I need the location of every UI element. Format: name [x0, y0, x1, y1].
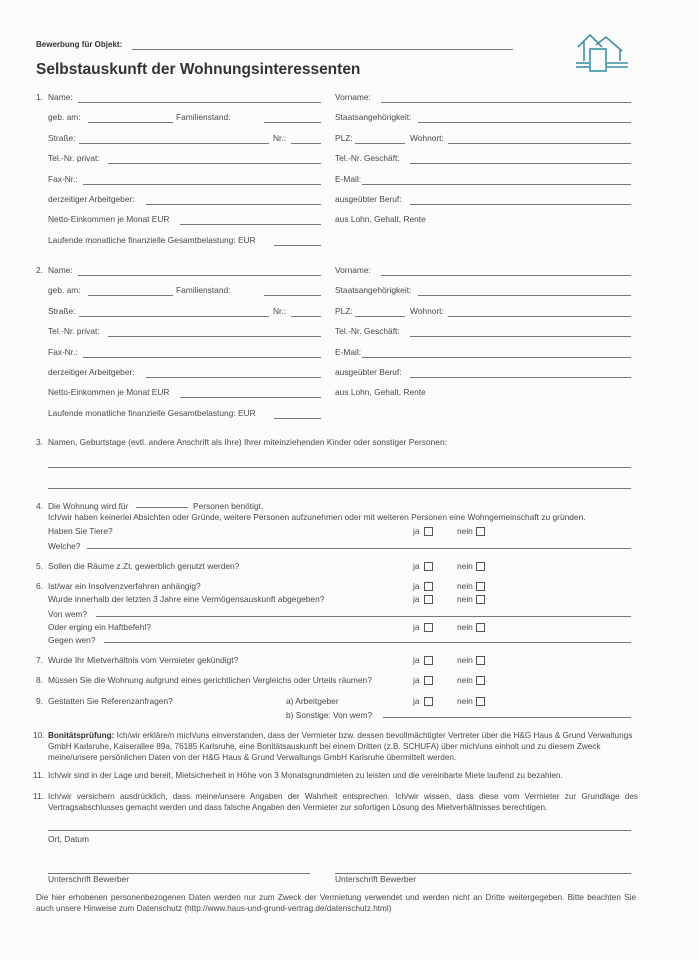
applicant-2-phone-business-label: Tel.-Nr. Geschäft: [335, 326, 400, 336]
q4-which-input[interactable] [87, 548, 631, 549]
q10-bold-label: Bonitätsprüfung: [48, 731, 115, 740]
q6-warrant-nein-label: nein [457, 622, 473, 632]
applicant-2-zip-label: PLZ: [335, 306, 353, 316]
q4-text-a: Die Wohnung wird für [48, 501, 129, 511]
q4-text-b: Personen benötigt. [193, 501, 264, 511]
applicant-2-profession-label: ausgeübter Beruf: [335, 367, 402, 377]
applicant-1-vorname-label: Vorname: [335, 92, 371, 102]
applicant-2-burden-input[interactable] [274, 418, 321, 419]
applicant-2-net-income-label: Netto-Einkommen je Monat EUR [48, 387, 170, 397]
applicant-2-name-label: Name: [48, 265, 73, 275]
applicant-2-net-income-note: aus Lohn, Gehalt, Rente [335, 387, 426, 397]
q3-number: 3. [36, 437, 43, 447]
applicant-2-birthdate-input[interactable] [88, 295, 173, 296]
applicant-2-marital-input[interactable] [264, 295, 321, 296]
applicant-1-street-label: Straße: [48, 133, 76, 143]
q5-nein-label: nein [457, 561, 473, 571]
q6-asset-label: Wurde innerhalb der letzten 3 Jahre eine Vermögensauskunft abgegeben? [48, 594, 325, 604]
signature-2-label: Unterschrift Bewerber [335, 874, 416, 884]
applicant-1-vorname-input[interactable] [381, 102, 631, 103]
applicant-1-zip-input[interactable] [355, 143, 405, 144]
applicant-2-nationality-input[interactable] [418, 295, 631, 296]
q4-pets-nein-checkbox[interactable] [476, 527, 485, 536]
applicant-1-burden-input[interactable] [274, 245, 321, 246]
q5-text: Sollen die Räume z.Zt. gewerblich genutzt werden? [48, 561, 240, 571]
q9-employer-ja-checkbox[interactable] [424, 697, 433, 706]
applicant-1-birthdate-label: geb. am: [48, 112, 81, 122]
place-date-label: Ort, Datum [48, 834, 89, 844]
q5-ja-label: ja [413, 561, 420, 571]
q9-other-label: b) Sonstige: Von wem? [286, 710, 373, 720]
q6-insolvency-ja-label: ja [413, 581, 420, 591]
q3-line-2[interactable] [48, 488, 631, 489]
house-logo-icon [574, 31, 630, 80]
applicant-2-email-label: E-Mail: [335, 347, 362, 357]
applicant-2-house-number-label: Nr.: [273, 306, 287, 316]
applicant-1-house-number-label: Nr.: [273, 133, 287, 143]
q3-line-1[interactable] [48, 467, 631, 468]
applicant-1-phone-private-input[interactable] [108, 163, 321, 164]
q6-warrant-ja-checkbox[interactable] [424, 623, 433, 632]
applicant-1-birthdate-input[interactable] [88, 122, 173, 123]
applicant-1-name-label: Name: [48, 92, 73, 102]
q8-nein-checkbox[interactable] [476, 676, 485, 685]
applicant-2-city-label: Wohnort: [410, 306, 444, 316]
applicant-1-zip-label: PLZ: [335, 133, 353, 143]
q6-asset-nein-label: nein [457, 594, 473, 604]
q4-pets-ja-checkbox[interactable] [424, 527, 433, 536]
q9-employer-nein-checkbox[interactable] [476, 697, 485, 706]
applicant-2-number: 2. [36, 265, 43, 275]
applicant-1-nationality-label: Staatsangehörigkeit: [335, 112, 412, 122]
applicant-2-vorname-label: Vorname: [335, 265, 371, 275]
applicant-2-burden-label: Laufende monatliche finanzielle Gesamtbelastung: EUR [48, 408, 256, 418]
applicant-1-number: 1. [36, 92, 43, 102]
q4-pets-nein-label: nein [457, 526, 473, 536]
applicant-1-city-label: Wohnort: [410, 133, 444, 143]
q10-text: Bonitätsprüfung: Ich/wir erkläre/n mich/uns einverstanden, dass der Vermieter bzw. dessen bevollmächtigter Vertreter über die H&G Haus & Grund Verwaltungs GmbH Karlsruhe, Kaiserallee 89a, 76185 Karlsruhe, eine Bonitätsauskunft bei einem Dritten (z.B. SCHUFA) über mich/uns einholt und zu diesem Zweck meine/unsere persönlichen Daten von der H&G Haus & Grund Verwaltungs GmbH Karlsruhe übermittelt werden. [48, 731, 633, 762]
q5-ja-checkbox[interactable] [424, 562, 433, 571]
applicant-1-phone-business-label: Tel.-Nr. Geschäft: [335, 153, 400, 163]
q11b-number: 11. [33, 791, 45, 801]
applicant-2-profession-input[interactable] [410, 377, 631, 378]
applicant-1-profession-input[interactable] [410, 204, 631, 205]
q10-number: 10. [33, 730, 45, 740]
applicant-2-city-input[interactable] [448, 316, 631, 317]
q5-nein-checkbox[interactable] [476, 562, 485, 571]
applicant-2-vorname-input[interactable] [381, 275, 631, 276]
applicant-1-house-number-input[interactable] [291, 143, 321, 144]
q4-persons-input[interactable] [136, 507, 188, 508]
q6-warrant-label: Oder erging ein Haftbefehl? [48, 622, 151, 632]
applicant-2-nationality-label: Staatsangehörigkeit: [335, 285, 412, 295]
applicant-1-phone-private-label: Tel.-Nr. privat: [48, 153, 100, 163]
applicant-2-email-input[interactable] [362, 357, 631, 358]
q4-statement: Ich/wir haben keinerlei Absichten oder Gründe, weitere Personen aufzunehmen oder mit weiteren Personen eine Wohngemeinschaft zu gründen. [48, 512, 586, 522]
applicant-2-net-income-input[interactable] [180, 397, 321, 398]
applicant-1-street-input[interactable] [79, 143, 269, 144]
applicant-2-fax-input[interactable] [83, 357, 321, 358]
q9-text: Gestatten Sie Referenzanfragen? [48, 696, 173, 706]
q6-warrant-ja-label: ja [413, 622, 420, 632]
privacy-footer: Die hier erhobenen personenbezogenen Daten werden nur zum Zweck der Vermietung verwendet und werden nicht an Dritte weitergegeben. Bitte beachten Sie auch unsere Hinweise zum Datenschutz (http://www.haus-und-grund-vertrag.de/datenschutz.html) [36, 893, 636, 913]
applicant-1-city-input[interactable] [448, 143, 631, 144]
applicant-1-profession-label: ausgeübter Beruf: [335, 194, 402, 204]
q6-against-whom-input[interactable] [104, 642, 631, 643]
applicant-1-fax-input[interactable] [83, 184, 321, 185]
applicant-1-phone-business-input[interactable] [410, 163, 631, 164]
q11b-text: Ich/wir versichern ausdrücklich, dass meine/unsere Angaben der Wahrheit entsprechen. Ich/wir wissen, dass diese vom Vermieter zur Grundlage des Vertragsabschlusses gemacht werden und dass falsche Angaben den Vermieter zur sofortigen Lösung des Mietverhältnisses berechtigen. [48, 792, 638, 812]
applicant-1-employer-input[interactable] [146, 204, 321, 205]
q6-insolvency-nein-label: nein [457, 581, 473, 591]
applicant-1-nationality-input[interactable] [418, 122, 631, 123]
applicant-2-phone-private-label: Tel.-Nr. privat: [48, 326, 100, 336]
applicant-1-net-income-note: aus Lohn, Gehalt, Rente [335, 214, 426, 224]
q3-text: Namen, Geburtstage (evtl. andere Anschrift als Ihre) Ihrer miteinziehenden Kinder oder sonstiger Personen: [48, 437, 447, 447]
q6-insolvency-nein-checkbox[interactable] [476, 582, 485, 591]
applicant-2-street-label: Straße: [48, 306, 76, 316]
q8-number: 8. [36, 675, 43, 685]
q6-from-whom-input[interactable] [96, 616, 631, 617]
q9-number: 9. [36, 696, 43, 706]
applicant-1-net-income-input[interactable] [180, 224, 321, 225]
q4-which-label: Welche? [48, 541, 81, 551]
q5-number: 5. [36, 561, 43, 571]
applicant-2-employer-label: derzeitiger Arbeitgeber: [48, 367, 135, 377]
signature-1-label: Unterschrift Bewerber [48, 874, 129, 884]
q6-text: Ist/war ein Insolvenzverfahren anhängig? [48, 581, 201, 591]
q6-number: 6. [36, 581, 43, 591]
q7-number: 7. [36, 655, 43, 665]
q11a-text: Ich/wir sind in der Lage und bereit, Mietsicherheit in Höhe von 3 Monatsgrundmieten zu leisten und die vereinbarte Miete laufend zu bezahlen. [48, 771, 563, 780]
place-date-input[interactable] [48, 830, 631, 831]
q6-asset-ja-checkbox[interactable] [424, 595, 433, 604]
q6-asset-ja-label: ja [413, 594, 420, 604]
q7-nein-checkbox[interactable] [476, 656, 485, 665]
q4-pets-label: Haben Sie Tiere? [48, 526, 113, 536]
q7-text: Wurde Ihr Mietverhältnis vom Vermieter gekündigt? [48, 655, 239, 665]
q9-employer-label: a) Arbeitgeber [286, 696, 339, 706]
q6-warrant-nein-checkbox[interactable] [476, 623, 485, 632]
q6-insolvency-ja-checkbox[interactable] [424, 582, 433, 591]
q6-from-whom-label: Von wem? [48, 609, 88, 619]
applicant-2-marital-label: Familienstand: [176, 285, 231, 295]
applicant-2-street-input[interactable] [79, 316, 269, 317]
object-label: Bewerbung für Objekt: [36, 40, 123, 49]
q4-pets-ja-label: ja [413, 526, 420, 536]
applicant-1-marital-input[interactable] [264, 122, 321, 123]
q8-text: Müssen Sie die Wohnung aufgrund eines gerichtlichen Vergleichs oder Urteils räumen? [48, 675, 372, 685]
applicant-2-house-number-input[interactable] [291, 316, 321, 317]
applicant-2-zip-input[interactable] [355, 316, 405, 317]
applicant-2-phone-private-input[interactable] [108, 336, 321, 337]
applicant-1-net-income-label: Netto-Einkommen je Monat EUR [48, 214, 170, 224]
applicant-2-birthdate-label: geb. am: [48, 285, 81, 295]
applicant-1-name-input[interactable] [78, 102, 321, 103]
q6-asset-nein-checkbox[interactable] [476, 595, 485, 604]
applicant-1-email-label: E-Mail: [335, 174, 362, 184]
applicant-1-fax-label: Fax-Nr.: [48, 174, 78, 184]
q9-other-input[interactable] [383, 717, 631, 718]
q7-ja-label: ja [413, 655, 420, 665]
applicant-1-email-input[interactable] [362, 184, 631, 185]
q8-nein-label: nein [457, 675, 473, 685]
q7-nein-label: nein [457, 655, 473, 665]
applicant-2-name-input[interactable] [78, 275, 321, 276]
q6-against-whom-label: Gegen wen? [48, 635, 96, 645]
applicant-2-employer-input[interactable] [146, 377, 321, 378]
q9-employer-nein-label: nein [457, 696, 473, 706]
applicant-1-burden-label: Laufende monatliche finanzielle Gesamtbelastung: EUR [48, 235, 256, 245]
q9-employer-ja-label: ja [413, 696, 420, 706]
applicant-2-fax-label: Fax-Nr.: [48, 347, 78, 357]
object-input[interactable] [132, 49, 513, 50]
q7-ja-checkbox[interactable] [424, 656, 433, 665]
page-title: Selbstauskunft der Wohnungsinteressenten [36, 61, 361, 78]
q8-ja-label: ja [413, 675, 420, 685]
q4-number: 4. [36, 501, 43, 511]
q8-ja-checkbox[interactable] [424, 676, 433, 685]
q11a-number: 11. [33, 770, 45, 780]
applicant-1-employer-label: derzeitiger Arbeitgeber: [48, 194, 135, 204]
applicant-2-phone-business-input[interactable] [410, 336, 631, 337]
applicant-1-marital-label: Familienstand: [176, 112, 231, 122]
